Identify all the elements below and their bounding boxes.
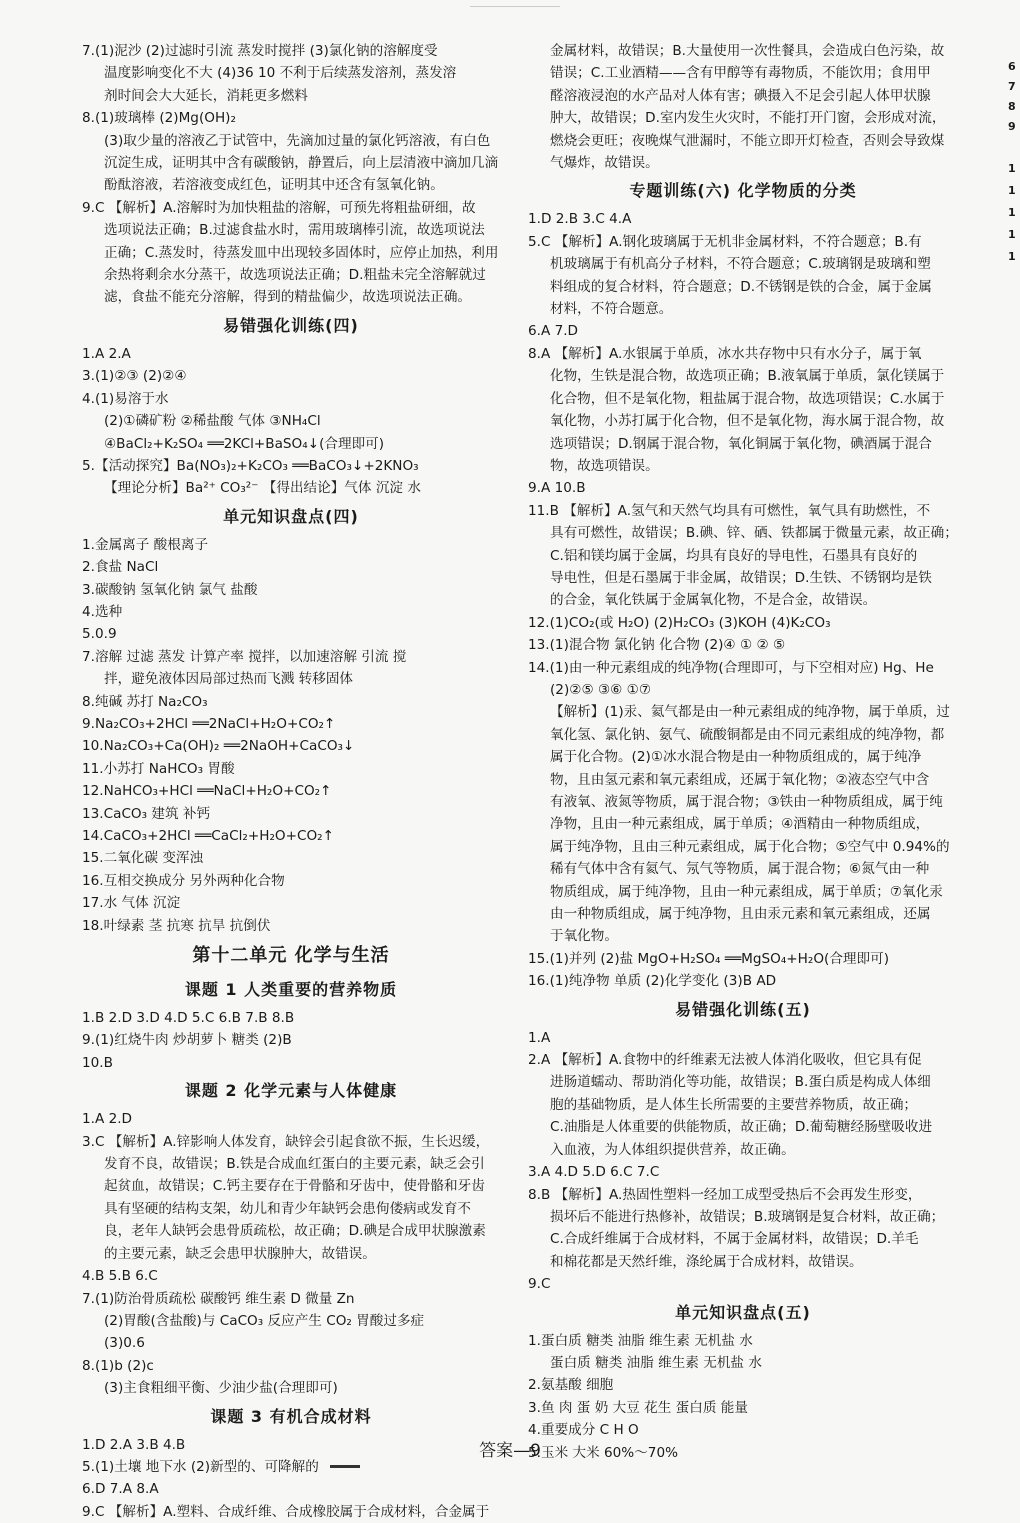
answer-line: 14.(1)由一种元素组成的纯净物(合理即可，与下空相对应) Hg、He: [528, 659, 934, 676]
answer-line: (2)①磷矿粉 ②稀盐酸 气体 ③NH₄Cl: [104, 413, 321, 430]
answer-line: (3)0.6: [104, 1335, 145, 1352]
answer-line: 9.(1)红烧牛肉 炒胡萝卜 糖类 (2)B: [82, 1032, 292, 1049]
answer-line: 选项说法正确；B.过滤食盐水时，需用玻璃棒引流，故选项说法: [104, 222, 485, 239]
answer-line: ④BaCl₂+K₂SO₄ ══2KCl+BaSO₄↓(合理即可): [104, 435, 385, 452]
answer-line: 14.CaCO₃+2HCl ══CaCl₂+H₂O+CO₂↑: [82, 828, 335, 844]
answer-line: 1.A 2.A: [82, 345, 131, 362]
answer-line: 2.A 【解析】A.食物中的纤维素无法被人体消化吸收，但它具有促: [528, 1052, 922, 1069]
answer-line: 正确；C.蒸发时，待蒸发皿中出现较多固体时，应停止加热，利用: [104, 244, 499, 261]
answer-line: 剂时间会大大延长，消耗更多燃料: [104, 87, 308, 104]
answer-line: 化合物，但不是氧化物，粗盐属于混合物，故选项错误；C.水属于: [550, 390, 945, 407]
answer-line: 4.B 5.B 6.C: [82, 1268, 158, 1285]
answer-line: 16.(1)纯净物 单质 (2)化学变化 (3)B AD: [528, 973, 777, 990]
answer-line: 3.(1)②③ (2)②④: [82, 368, 187, 385]
answer-line: 2.食盐 NaCl: [82, 559, 159, 576]
answer-line: 导电性，但是石墨属于非金属，故错误；D.生铁、不锈钢均是铁: [550, 569, 932, 586]
answer-line: C.油脂是人体重要的供能物质，故正确；D.葡萄糖经肠壁吸收进: [550, 1119, 933, 1136]
answer-line: 稀有气体中含有氦气、氖气等物质，属于混合物；⑥氮气由一种: [550, 861, 930, 878]
answer-line: 12.NaHCO₃+HCl ══NaCl+H₂O+CO₂↑: [82, 783, 332, 800]
answer-line: 9.C 【解析】A.溶解时为加快粗盐的溶解，可预先将粗盐研细，故: [82, 199, 476, 216]
answer-line: 9.Na₂CO₃+2HCl ══2NaCl+H₂O+CO₂↑: [82, 715, 336, 732]
answer-line: 的主要元素，缺乏会患甲状腺肿大，故错误。: [104, 1245, 376, 1262]
answer-line: 余热将剩余水分蒸干，故选项说法正确；D.粗盐未完全溶解就过: [104, 267, 486, 284]
answer-line: 醛溶液浸泡的水产品对人体有害；碘摄入不足会引起人体甲状腺: [550, 87, 931, 104]
answer-line: (2)胃酸(含盐酸)与 CaCO₃ 反应产生 CO₂ 胃酸过多症: [104, 1312, 425, 1329]
answer-line: 2.氨基酸 细胞: [528, 1377, 614, 1394]
answer-line: 气爆炸，故错误。: [550, 155, 659, 172]
answer-line: 净物，且由一种元素组成，属于单质；④酒精由一种物质组成，: [550, 816, 930, 833]
answer-line: 蛋白质 糖类 油脂 维生素 无机盐 水: [550, 1354, 762, 1371]
answer-line: 【解析】(1)汞、氦气都是由一种元素组成的纯净物，属于单质，过: [550, 704, 950, 721]
answer-line: 1.D 2.A 3.B 4.B: [82, 1436, 186, 1453]
answer-line: 进肠道蠕动、帮助消化等功能，故错误；B.蛋白质是构成人体细: [550, 1074, 931, 1091]
answer-line: 9.C 【解析】A.塑料、合成纤维、合成橡胶属于合成材料，合金属于: [82, 1503, 490, 1520]
answer-line: 13.(1)混合物 氯化钠 化合物 (2)④ ① ② ⑤: [528, 637, 786, 654]
section-heading: 易错强化训练(五): [675, 999, 811, 1019]
edge-number: 9: [1008, 120, 1016, 133]
answer-line: 7.(1)防治骨质疏松 碳酸钙 维生素 D 微量 Zn: [82, 1290, 355, 1307]
edge-number: 6: [1008, 60, 1016, 73]
right-column: [528, 40, 958, 1464]
answer-line: 良，老年人缺钙会患骨质疏松，故正确；D.碘是合成甲状腺激素: [104, 1223, 486, 1240]
answer-line: 物，故选项错误。: [550, 457, 659, 474]
answer-line: 7.溶解 过滤 蒸发 计算产率 搅拌，以加速溶解 引流 搅: [82, 648, 407, 665]
answer-line: 1.A: [528, 1029, 551, 1046]
answer-line: 温度影响变化不大 (4)36 10 不利于后续蒸发溶剂，蒸发溶: [104, 65, 457, 82]
page-number: 答案—9: [479, 1441, 541, 1461]
answer-line: 9.A 10.B: [528, 480, 586, 497]
answer-line: 4.选种: [82, 603, 123, 620]
answer-line: 6.D 7.A 8.A: [82, 1481, 159, 1498]
answer-line: (3)取少量的溶液乙于试管中，先滴加过量的氯化钙溶液，有白色: [104, 132, 491, 149]
answer-line: 5.【活动探究】Ba(NO₃)₂+K₂CO₃ ══BaCO₃↓+2KNO₃: [82, 457, 419, 474]
answer-line: 氧化物，小苏打属于化合物，但不是氧化物，海水属于混合物，故: [550, 413, 945, 430]
answer-line: 氧化氢、氯化钠、氨气、硫酸铜都是由不同元素组成的纯净物，都: [550, 726, 945, 743]
answer-line: C.合成纤维属于合成材料，不属于金属材料，故错误；D.羊毛: [550, 1231, 919, 1248]
edge-number: 1: [1008, 162, 1016, 175]
answer-line: 选项错误；D.钢属于混合物，氧化铜属于氧化物，碘酒属于混合: [550, 435, 932, 452]
answer-line: 15.(1)并列 (2)盐 MgO+H₂SO₄ ══MgSO₄+H₂O(合理即可): [528, 950, 890, 967]
answer-line: 15.二氧化碳 变浑浊: [82, 850, 204, 867]
edge-number: 7: [1008, 80, 1016, 93]
answer-line: 沉淀生成，证明其中含有碳酸钠，静置后，向上层清液中滴加几滴: [104, 155, 499, 172]
answer-line: 由一种物质组成，属于纯净物，且由汞元素和氧元素组成，还属: [550, 906, 931, 923]
answer-line: 3.A 4.D 5.D 6.C 7.C: [528, 1164, 660, 1181]
answer-line: 4.(1)易溶于水: [82, 390, 169, 407]
answer-line: 损坏后不能进行热修补，故错误；B.玻璃钢是复合材料，故正确；: [550, 1208, 945, 1225]
edge-number: 1: [1008, 206, 1016, 219]
answer-line: 11.B 【解析】A.氢气和天然气均具有可燃性，氧气具有助燃性，不: [528, 502, 931, 519]
answer-line: 有液氧、液氮等物质，属于混合物；③铁由一种物质组成，属于纯: [550, 794, 943, 810]
answer-line: 17.水 气体 沉淀: [82, 895, 181, 912]
answer-line: 5.C 【解析】A.钢化玻璃属于无机非金属材料，不符合题意；B.有: [528, 233, 922, 250]
answer-line: 的合金，氧化铁属于金属氧化物，不是合金，故错误。: [550, 592, 877, 609]
answer-line: 1.B 2.D 3.D 4.D 5.C 6.B 7.B 8.B: [82, 1010, 295, 1027]
section-heading: 易错强化训练(四): [223, 315, 359, 335]
answer-line: 燃烧会更旺；夜晚煤气泄漏时，不能立即开灯检查，否则会导致煤: [550, 132, 945, 149]
answer-line: 8.(1)玻璃棒 (2)Mg(OH)₂: [82, 110, 236, 127]
answer-line: 肿大，故错误；D.室内发生火灾时，不能打开门窗，会形成对流，: [550, 110, 946, 127]
answer-line: 具有可燃性，故错误；B.碘、锌、硒、铁都属于微量元素，故正确；: [550, 525, 958, 542]
section-heading: 课题 1 人类重要的营养物质: [184, 980, 398, 1000]
section-heading: 单元知识盘点(四): [223, 506, 359, 526]
answer-line: 1.金属离子 酸根离子: [82, 536, 209, 553]
answer-line: 属于化合物。(2)①冰水混合物是由一种物质组成的，属于纯净: [550, 749, 922, 766]
answer-line: 具有坚硬的结构支架，幼儿和青少年缺钙会患佝偻病或发育不: [104, 1200, 472, 1217]
answer-line: 3.碳酸钠 氢氧化钠 氯气 盐酸: [82, 581, 258, 598]
answer-line: 8.纯碱 苏打 Na₂CO₃: [82, 693, 208, 710]
answer-line: 9.C: [528, 1276, 551, 1293]
answer-line: 和棉花都是天然纤维，涤纶属于合成材料，故错误。: [550, 1253, 863, 1270]
answer-line: 10.B: [82, 1054, 113, 1071]
section-heading: 专题训练(六) 化学物质的分类: [629, 181, 857, 201]
answer-line: 18.叶绿素 茎 抗寒 抗旱 抗倒伏: [82, 917, 271, 934]
answer-line: 1.蛋白质 糖类 油脂 维生素 无机盐 水: [528, 1332, 753, 1349]
answer-line: 11.小苏打 NaHCO₃ 胃酸: [82, 760, 235, 777]
answer-line: 5.0.9: [82, 626, 117, 643]
answer-line: (3)主食粗细平衡、少油少盐(合理即可): [104, 1380, 338, 1397]
answer-line: 胞的基础物质，是人体生长所需要的主要营养物质，故正确；: [550, 1096, 918, 1113]
answer-line: C.铝和镁均属于金属，均具有良好的导电性，石墨具有良好的: [550, 547, 918, 564]
answer-line: 滤，食盐不能充分溶解，得到的精盐偏少，故选项说法正确。: [104, 289, 472, 306]
section-heading: 单元知识盘点(五): [675, 1302, 811, 1322]
answer-line: 错误；C.工业酒精——含有甲醇等有毒物质，不能饮用；食用甲: [550, 65, 931, 82]
answer-line: 8.(1)b (2)c: [82, 1357, 154, 1374]
top-rule: [470, 6, 560, 7]
answer-line: 3.C 【解析】A.锌影响人体发育，缺锌会引起食欲不振，生长迟缓，: [82, 1133, 490, 1150]
left-column: [82, 40, 500, 1523]
answer-line: (2)②⑤ ③⑥ ①⑦: [550, 681, 652, 698]
answer-line: 金属材料，故错误；B.大量使用一次性餐具，会造成白色污染，故: [550, 43, 945, 59]
answer-line: 材料，不符合题意。: [550, 301, 673, 318]
answer-line: 1.D 2.B 3.C 4.A: [528, 211, 632, 228]
answer-line: 7.(1)泥沙 (2)过滤时引流 蒸发时搅拌 (3)氯化钠的溶解度受: [82, 43, 438, 59]
answer-line: 拌，避免液体因局部过热而飞溅 转移固体: [104, 671, 354, 688]
answer-line: 5.玉米 大米 60%～70%: [528, 1444, 679, 1461]
answer-line: 16.互相交换成分 另外两种化合物: [82, 872, 285, 889]
answer-line: 发育不良，故错误；B.铁是合成血红蛋白的主要元素，缺乏会引: [104, 1156, 485, 1173]
edge-number: 1: [1008, 184, 1016, 197]
answer-line: 于氧化物。: [550, 928, 618, 945]
answer-line: 化物，生铁是混合物，故选项正确；B.液氧属于单质，氯化镁属于: [550, 368, 945, 385]
answer-line: 6.A 7.D: [528, 323, 579, 340]
bottom-rule: [330, 1465, 360, 1468]
answer-line: 1.A 2.D: [82, 1111, 133, 1128]
answer-line: 5.(1)土壤 地下水 (2)新型的、可降解的: [82, 1458, 319, 1475]
edge-number: 8: [1008, 100, 1016, 113]
section-heading: 课题 3 有机合成材料: [210, 1406, 372, 1426]
answer-line: 3.鱼 肉 蛋 奶 大豆 花生 蛋白质 能量: [528, 1399, 748, 1416]
answer-line: 起贫血，故错误；C.钙主要存在于骨骼和牙齿中，使骨骼和牙齿: [104, 1178, 485, 1195]
answer-line: 【理论分析】Ba²⁺ CO₃²⁻ 【得出结论】气体 沉淀 水: [104, 480, 421, 497]
answer-line: 入血液，为人体组织提供营养，故正确。: [550, 1141, 795, 1158]
section-heading: 课题 2 化学元素与人体健康: [184, 1081, 398, 1101]
answer-line: 物质组成，属于纯净物，且由一种元素组成，属于单质；⑦氧化汞: [550, 883, 943, 900]
section-heading: 第十二单元 化学与生活: [192, 945, 390, 967]
answer-line: 12.(1)CO₂(或 H₂O) (2)H₂CO₃ (3)KOH (4)K₂CO₃: [528, 614, 831, 631]
answer-line: 10.Na₂CO₃+Ca(OH)₂ ══2NaOH+CaCO₃↓: [82, 738, 355, 755]
edge-number: 1: [1008, 250, 1016, 263]
answer-line: 属于纯净物，且由三种元素组成，属于化合物；⑤空气中 0.94%的: [550, 838, 950, 855]
answer-line: 8.A 【解析】A.水银属于单质，冰水共存物中只有水分子，属于氧: [528, 345, 922, 362]
answer-line: 4.重要成分 C H O: [528, 1422, 639, 1439]
answer-line: 物，且由氢元素和氧元素组成，还属于氧化物；②液态空气中含: [550, 771, 930, 788]
answer-line: 13.CaCO₃ 建筑 补钙: [82, 805, 211, 822]
answer-line: 酚酞溶液，若溶液变成红色，证明其中还含有氢氧化钠。: [104, 177, 444, 194]
answer-line: 8.B 【解析】A.热固性塑料一经加工成型受热后不会再发生形变，: [528, 1186, 922, 1203]
answer-line: 机玻璃属于有机高分子材料，不符合题意；C.玻璃钢是玻璃和塑: [550, 256, 931, 273]
edge-number: 1: [1008, 228, 1016, 241]
answer-line: 料组成的复合材料，符合题意；D.不锈钢是铁的合金，属于金属: [550, 278, 932, 295]
